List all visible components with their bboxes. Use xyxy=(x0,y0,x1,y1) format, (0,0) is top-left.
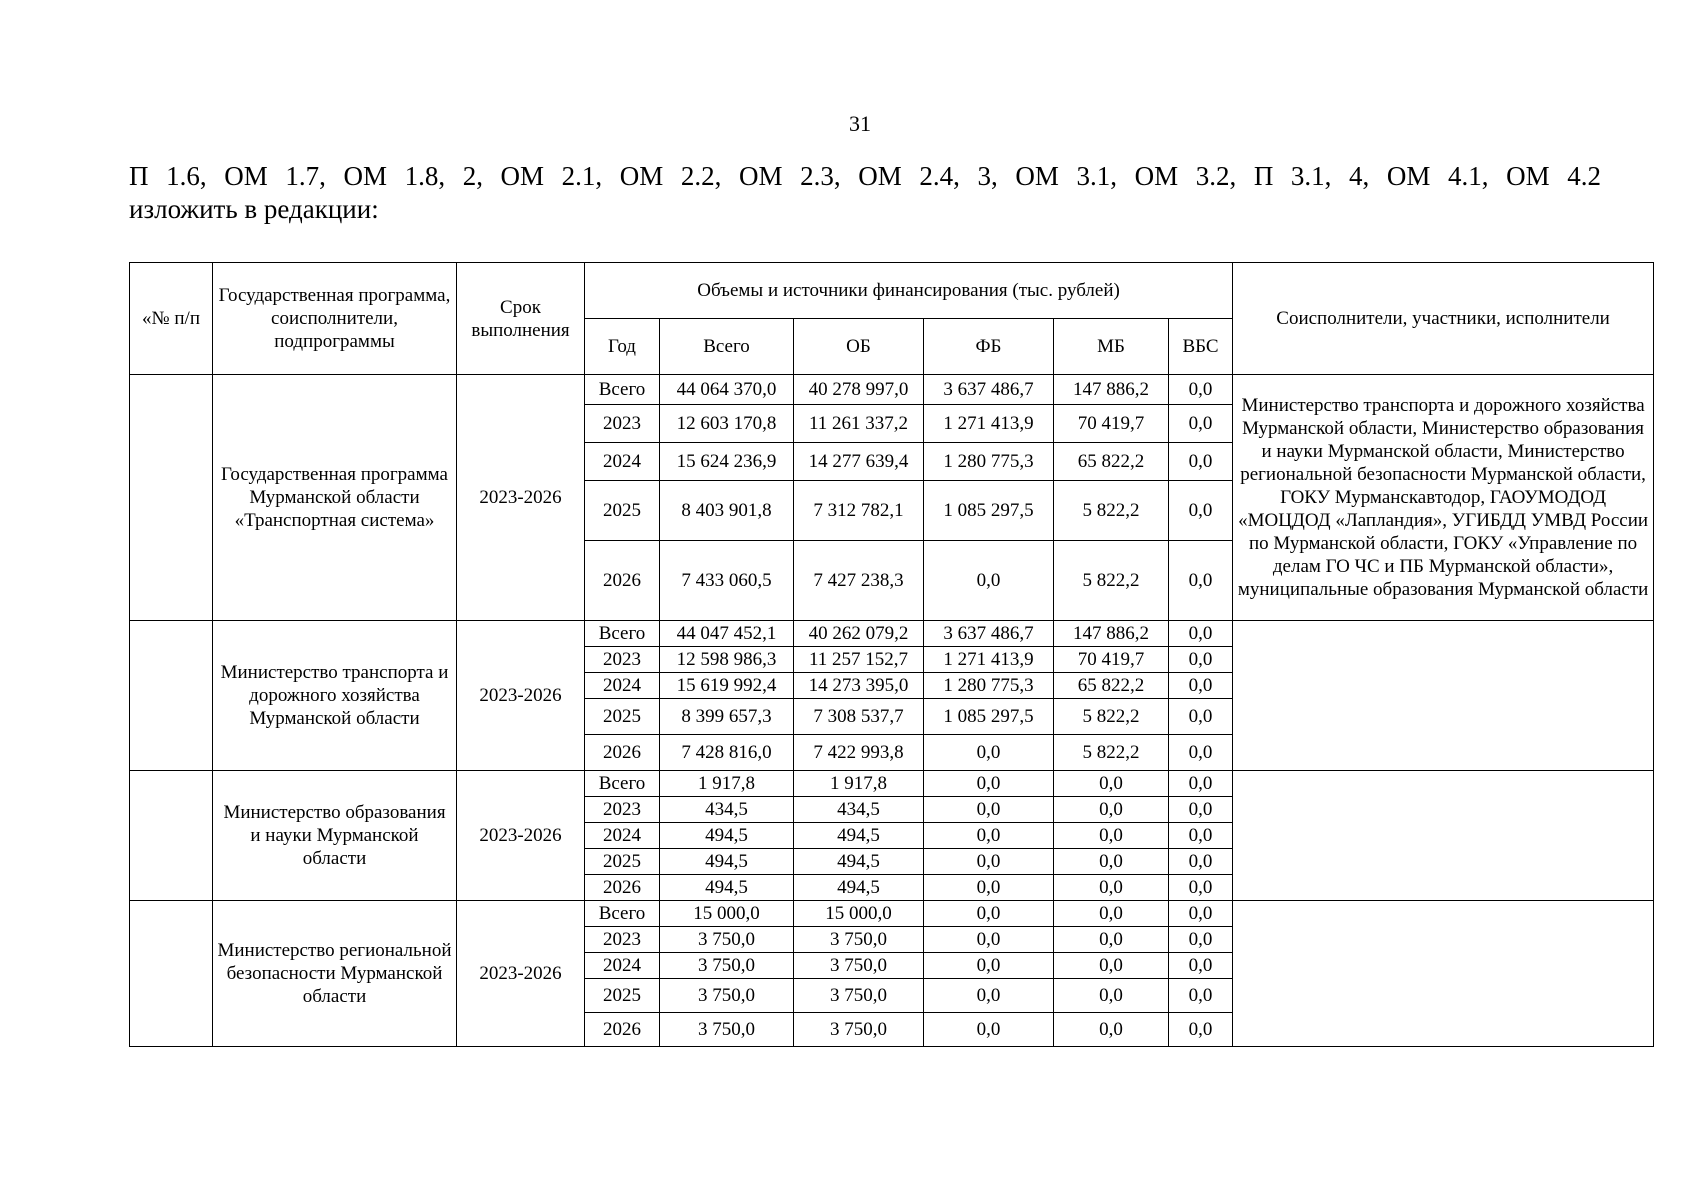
cell-total: 494,5 xyxy=(660,875,794,901)
cell-ob: 3 750,0 xyxy=(794,953,924,979)
page-number: 31 xyxy=(849,111,871,136)
cell-vbs: 0,0 xyxy=(1169,797,1233,823)
cell-year: 2024 xyxy=(585,673,660,699)
intro-token: ОМ xyxy=(343,161,387,191)
header-funding: Объемы и источники финансирования (тыс. рублей) xyxy=(585,263,1233,319)
cell-mb: 0,0 xyxy=(1054,771,1169,797)
cell-ob: 14 277 639,4 xyxy=(794,443,924,481)
table-row xyxy=(130,771,1654,797)
cell-mb: 70 419,7 xyxy=(1054,647,1169,673)
cell-year: Всего xyxy=(585,375,660,405)
cell-year: 2025 xyxy=(585,849,660,875)
cell-mb: 5 822,2 xyxy=(1054,481,1169,541)
row-number xyxy=(130,621,213,771)
cell-fb: 0,0 xyxy=(924,875,1054,901)
cell-vbs: 0,0 xyxy=(1169,541,1233,621)
cell-ob: 494,5 xyxy=(794,823,924,849)
cell-mb: 0,0 xyxy=(1054,927,1169,953)
cell-mb: 0,0 xyxy=(1054,849,1169,875)
term: 2023-2026 xyxy=(457,901,585,1047)
cell-vbs: 0,0 xyxy=(1169,849,1233,875)
cell-fb: 1 271 413,9 xyxy=(924,647,1054,673)
intro-token: 1.6, xyxy=(166,161,207,191)
cell-fb: 0,0 xyxy=(924,979,1054,1013)
cell-fb: 1 271 413,9 xyxy=(924,405,1054,443)
intro-token: 1.8, xyxy=(404,161,446,191)
cell-vbs: 0,0 xyxy=(1169,375,1233,405)
cell-ob: 15 000,0 xyxy=(794,901,924,927)
intro-token: 2.2, xyxy=(680,161,722,191)
table-body xyxy=(130,375,1654,1047)
cell-year: 2026 xyxy=(585,1013,660,1047)
cell-year: 2026 xyxy=(585,875,660,901)
intro-token: 2, xyxy=(462,161,483,191)
partners: Министерство транспорта и дорожного хозяйства Мурманской области, Министерство образования и науки Мурманской области, Министерство региональной безопасности Мурманской области, ГОКУ Мурманскавтодор, ГАОУМОДОД «МОЦДОД «Лапландия», УГИБДД УМВД России по Мурманской области, ГОКУ «Управление по делам ГО ЧС и ПБ Мурманской области», муниципальные образования Мурманской области xyxy=(1233,375,1654,621)
cell-vbs: 0,0 xyxy=(1169,771,1233,797)
cell-vbs: 0,0 xyxy=(1169,673,1233,699)
cell-total: 494,5 xyxy=(660,823,794,849)
cell-total: 12 598 986,3 xyxy=(660,647,794,673)
cell-total: 15 000,0 xyxy=(660,901,794,927)
cell-mb: 65 822,2 xyxy=(1054,673,1169,699)
header-year: Год xyxy=(585,319,660,375)
intro-text xyxy=(129,160,1601,226)
cell-total: 8 399 657,3 xyxy=(660,699,794,735)
intro-token: 3.1, xyxy=(1290,161,1332,191)
cell-mb: 70 419,7 xyxy=(1054,405,1169,443)
cell-mb: 5 822,2 xyxy=(1054,699,1169,735)
header-num: «№ п/п xyxy=(130,263,213,375)
cell-ob: 7 427 238,3 xyxy=(794,541,924,621)
cell-total: 1 917,8 xyxy=(660,771,794,797)
cell-vbs: 0,0 xyxy=(1169,647,1233,673)
cell-ob: 3 750,0 xyxy=(794,927,924,953)
cell-year: 2023 xyxy=(585,405,660,443)
cell-fb: 3 637 486,7 xyxy=(924,621,1054,647)
program-name: Министерство образования и науки Мурманской области xyxy=(213,771,457,901)
cell-fb: 0,0 xyxy=(924,823,1054,849)
cell-fb: 0,0 xyxy=(924,735,1054,771)
cell-year: Всего xyxy=(585,771,660,797)
cell-fb: 0,0 xyxy=(924,901,1054,927)
cell-total: 494,5 xyxy=(660,849,794,875)
cell-year: 2026 xyxy=(585,541,660,621)
cell-ob: 7 422 993,8 xyxy=(794,735,924,771)
cell-mb: 0,0 xyxy=(1054,875,1169,901)
cell-fb: 0,0 xyxy=(924,927,1054,953)
cell-mb: 147 886,2 xyxy=(1054,375,1169,405)
intro-token: ОМ xyxy=(1506,161,1550,191)
cell-fb: 0,0 xyxy=(924,797,1054,823)
cell-vbs: 0,0 xyxy=(1169,735,1233,771)
cell-total: 12 603 170,8 xyxy=(660,405,794,443)
cell-mb: 0,0 xyxy=(1054,823,1169,849)
cell-total: 15 619 992,4 xyxy=(660,673,794,699)
term: 2023-2026 xyxy=(457,375,585,621)
term: 2023-2026 xyxy=(457,771,585,901)
partners xyxy=(1233,621,1654,771)
cell-fb: 1 280 775,3 xyxy=(924,443,1054,481)
cell-total: 44 047 452,1 xyxy=(660,621,794,647)
header-term: Срок выполнения xyxy=(457,263,585,375)
cell-vbs: 0,0 xyxy=(1169,901,1233,927)
table-row xyxy=(130,621,1654,647)
program-name: Государственная программа Мурманской области «Транспортная система» xyxy=(213,375,457,621)
cell-ob: 494,5 xyxy=(794,875,924,901)
cell-total: 434,5 xyxy=(660,797,794,823)
cell-mb: 5 822,2 xyxy=(1054,541,1169,621)
cell-vbs: 0,0 xyxy=(1169,979,1233,1013)
intro-token: ОМ xyxy=(1134,161,1179,191)
header-partners: Соисполнители, участники, исполнители xyxy=(1233,263,1654,375)
program-name: Министерство транспорта и дорожного хозяйства Мурманской области xyxy=(213,621,457,771)
header-vbs: ВБС xyxy=(1169,319,1233,375)
cell-ob: 7 312 782,1 xyxy=(794,481,924,541)
intro-token: 2.3, xyxy=(800,161,841,191)
cell-fb: 3 637 486,7 xyxy=(924,375,1054,405)
cell-vbs: 0,0 xyxy=(1169,443,1233,481)
financing-table xyxy=(129,262,1654,1047)
cell-ob: 40 278 997,0 xyxy=(794,375,924,405)
intro-token: 3.2, xyxy=(1195,161,1237,191)
intro-token: 3, xyxy=(977,161,998,191)
cell-mb: 0,0 xyxy=(1054,953,1169,979)
intro-token: 1.7, xyxy=(285,161,326,191)
cell-year: 2025 xyxy=(585,979,660,1013)
cell-mb: 147 886,2 xyxy=(1054,621,1169,647)
cell-total: 8 403 901,8 xyxy=(660,481,794,541)
cell-fb: 0,0 xyxy=(924,1013,1054,1047)
row-number xyxy=(130,375,213,621)
intro-line-2: изложить в редакции: xyxy=(129,194,379,224)
cell-total: 15 624 236,9 xyxy=(660,443,794,481)
table-header xyxy=(130,263,1654,375)
row-number xyxy=(130,901,213,1047)
intro-token: 2.4, xyxy=(919,161,960,191)
cell-vbs: 0,0 xyxy=(1169,823,1233,849)
cell-total: 44 064 370,0 xyxy=(660,375,794,405)
header-total: Всего xyxy=(660,319,794,375)
term: 2023-2026 xyxy=(457,621,585,771)
intro-token: ОМ xyxy=(1015,161,1059,191)
intro-token: ОМ xyxy=(739,161,783,191)
intro-token: ОМ xyxy=(1386,161,1431,191)
table-row xyxy=(130,901,1654,927)
cell-ob: 40 262 079,2 xyxy=(794,621,924,647)
intro-token: 4.1, xyxy=(1448,161,1489,191)
cell-year: 2026 xyxy=(585,735,660,771)
cell-mb: 0,0 xyxy=(1054,979,1169,1013)
cell-mb: 0,0 xyxy=(1054,1013,1169,1047)
intro-token: 4.2 xyxy=(1567,161,1601,191)
intro-token: ОМ xyxy=(224,161,268,191)
cell-vbs: 0,0 xyxy=(1169,405,1233,443)
intro-line-1 xyxy=(129,160,1601,193)
cell-year: Всего xyxy=(585,901,660,927)
cell-ob: 11 261 337,2 xyxy=(794,405,924,443)
cell-mb: 0,0 xyxy=(1054,797,1169,823)
intro-token: ОМ xyxy=(500,161,545,191)
cell-year: 2023 xyxy=(585,647,660,673)
cell-year: 2025 xyxy=(585,699,660,735)
cell-mb: 0,0 xyxy=(1054,901,1169,927)
header-ob: ОБ xyxy=(794,319,924,375)
partners xyxy=(1233,901,1654,1047)
cell-ob: 1 917,8 xyxy=(794,771,924,797)
partners xyxy=(1233,771,1654,901)
cell-total: 3 750,0 xyxy=(660,1013,794,1047)
cell-fb: 1 280 775,3 xyxy=(924,673,1054,699)
intro-token: 3.1, xyxy=(1076,161,1117,191)
cell-fb: 0,0 xyxy=(924,541,1054,621)
cell-ob: 494,5 xyxy=(794,849,924,875)
intro-token: П xyxy=(129,161,149,191)
cell-year: 2024 xyxy=(585,443,660,481)
cell-total: 7 433 060,5 xyxy=(660,541,794,621)
cell-ob: 7 308 537,7 xyxy=(794,699,924,735)
cell-mb: 65 822,2 xyxy=(1054,443,1169,481)
row-number xyxy=(130,771,213,901)
cell-vbs: 0,0 xyxy=(1169,699,1233,735)
cell-ob: 11 257 152,7 xyxy=(794,647,924,673)
cell-fb: 0,0 xyxy=(924,953,1054,979)
cell-vbs: 0,0 xyxy=(1169,875,1233,901)
cell-vbs: 0,0 xyxy=(1169,953,1233,979)
cell-ob: 434,5 xyxy=(794,797,924,823)
intro-token: ОМ xyxy=(619,161,664,191)
cell-ob: 3 750,0 xyxy=(794,979,924,1013)
intro-token: 2.1, xyxy=(561,161,603,191)
cell-fb: 1 085 297,5 xyxy=(924,699,1054,735)
cell-mb: 5 822,2 xyxy=(1054,735,1169,771)
cell-fb: 1 085 297,5 xyxy=(924,481,1054,541)
cell-fb: 0,0 xyxy=(924,771,1054,797)
cell-year: 2024 xyxy=(585,953,660,979)
cell-ob: 14 273 395,0 xyxy=(794,673,924,699)
cell-vbs: 0,0 xyxy=(1169,927,1233,953)
header-fb: ФБ xyxy=(924,319,1054,375)
header-mb: МБ xyxy=(1054,319,1169,375)
table-row xyxy=(130,375,1654,405)
intro-token: ОМ xyxy=(858,161,902,191)
cell-vbs: 0,0 xyxy=(1169,1013,1233,1047)
cell-year: 2024 xyxy=(585,823,660,849)
cell-total: 7 428 816,0 xyxy=(660,735,794,771)
cell-fb: 0,0 xyxy=(924,849,1054,875)
cell-vbs: 0,0 xyxy=(1169,621,1233,647)
header-program: Государственная программа, соисполнители, подпрограммы xyxy=(213,263,457,375)
cell-total: 3 750,0 xyxy=(660,979,794,1013)
intro-token: П xyxy=(1253,161,1274,191)
intro-token: 4, xyxy=(1349,161,1370,191)
cell-total: 3 750,0 xyxy=(660,927,794,953)
cell-vbs: 0,0 xyxy=(1169,481,1233,541)
program-name: Министерство региональной безопасности Мурманской области xyxy=(213,901,457,1047)
cell-year: 2023 xyxy=(585,927,660,953)
cell-year: 2023 xyxy=(585,797,660,823)
cell-total: 3 750,0 xyxy=(660,953,794,979)
cell-ob: 3 750,0 xyxy=(794,1013,924,1047)
cell-year: Всего xyxy=(585,621,660,647)
cell-year: 2025 xyxy=(585,481,660,541)
